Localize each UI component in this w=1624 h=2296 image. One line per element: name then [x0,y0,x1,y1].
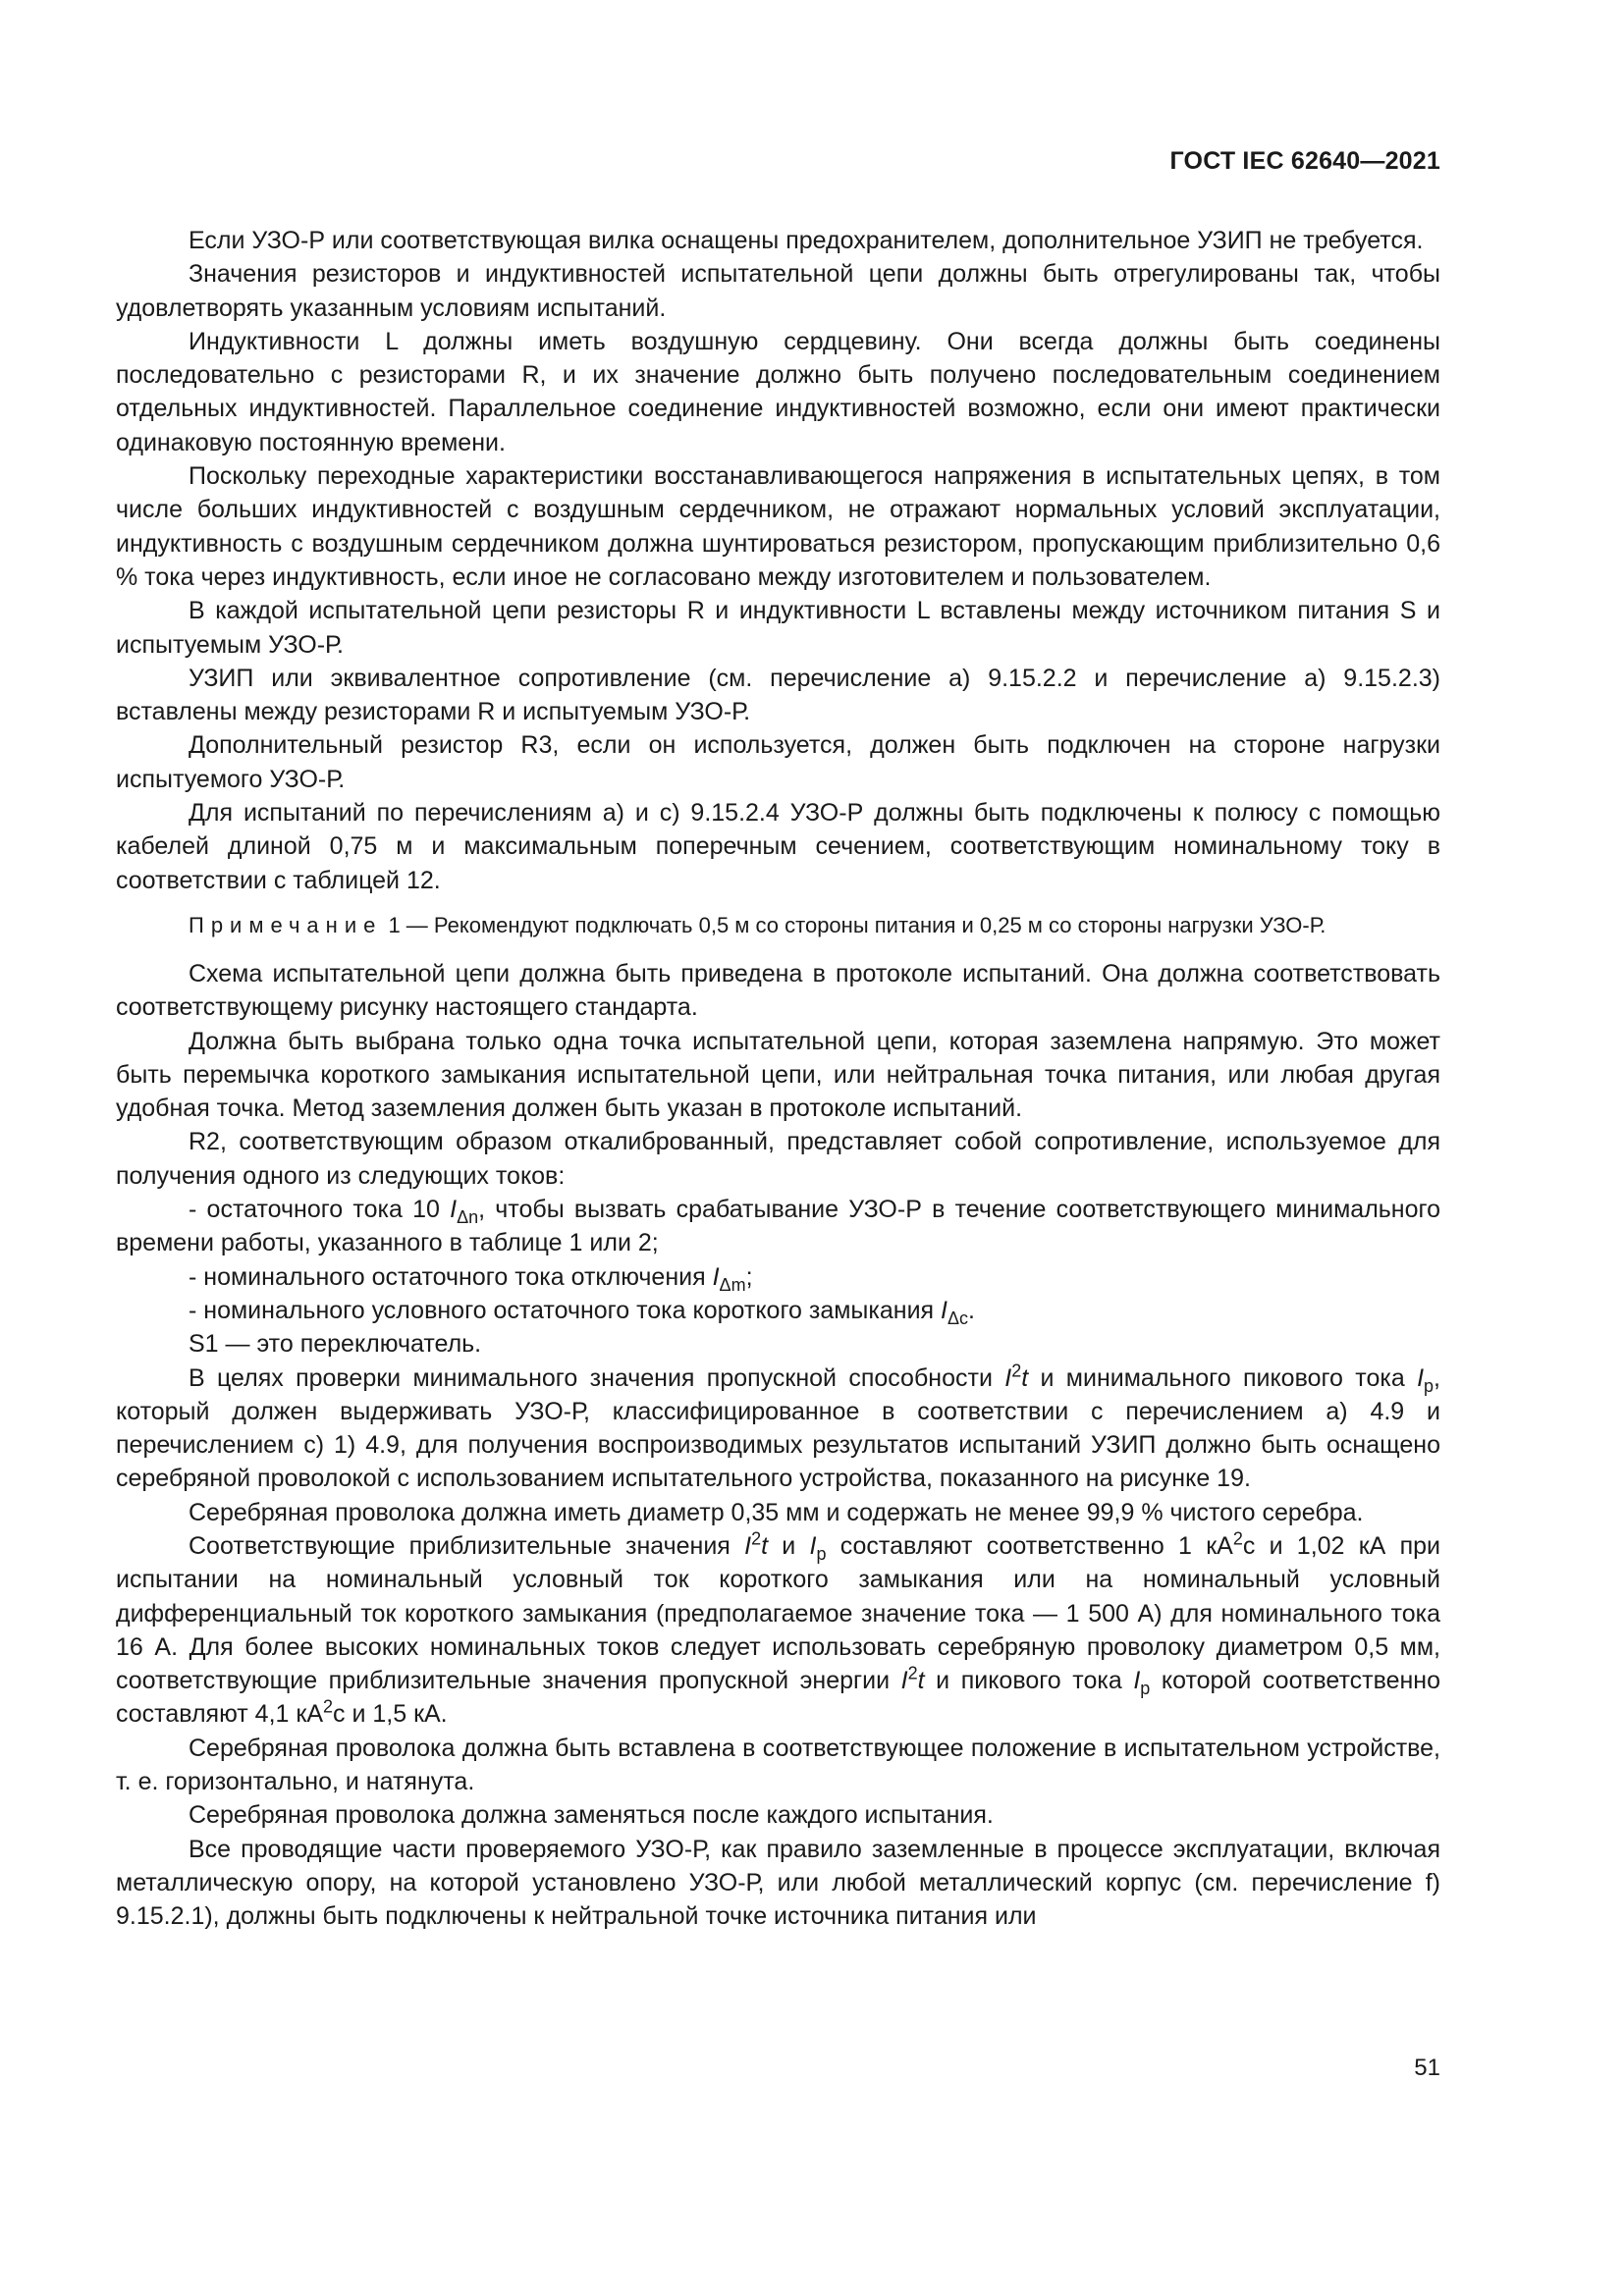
paragraph: R2, соответствующим образом откалиброванный, представляет собой сопротивление, используемое для получения одного из следующих токов: [116,1128,1440,1190]
paragraph: В целях проверки минимального значения пропускной способности $I^2t$ и минимального пикового тока $I_p$, который должен выдерживать УЗО-Р, классифицированное в соответствии с перечислением а) 4.9 и перечислением с) 1) 4.9, для получения воспроизводимых результатов испытаний УЗИП должно быть оснащено серебряной проволокой с использованием испытательного устройства, показанного на рисунке 19. [116,1361,1440,1493]
paragraph: S1 — это переключатель. [189,1330,482,1359]
paragraph: Серебряная проволока должна заменяться после каждого испытания. [189,1801,994,1830]
paragraph: Схема испытательной цепи должна быть приведена в протоколе испытаний. Она должна соответствовать соответствующему рисунку настоящего стандарта. [116,959,1440,1022]
paragraph: Индуктивности L должны иметь воздушную сердцевину. Они всегда должны быть соединены последовательно с резисторами R, и их значение должно быть получено последовательным соединением отдельных индуктивностей. Параллельное соединение индуктивностей возможно, если они имеют практически одинаковую постоянную времени. [116,327,1440,456]
list-item: - номинального условного остаточного тока короткого замыкания $I_{\Delta c}$. [189,1296,975,1328]
paragraph: Поскольку переходные характеристики восстанавливающегося напряжения в испытательных цепях, в том числе больших индуктивностей с воздушным сердечником, не отражают нормальных условий эксплуатации, индуктивность с воздушным сердечником должна шунтироваться резистором, пропускающим приблизительно 0,6 % тока через индуктивность, если иное не согласовано между изготовителем и пользователем. [116,462,1440,591]
paragraph: Соответствующие приблизительные значения $I^2t$ и $I_p$ составляют соответственно 1 $кА^2с$ и 1,02 кА при испытании на номинальный условный ток короткого замыкания или на номинальный условный дифференциальный ток короткого замыкания (предполагаемое значение тока — 1 500 А) для номинального тока 16 А. Для более высоких номинальных токов следует использовать серебряную проволоку диаметром 0,5 мм, соответствующие приблизительные значения пропускной энергии $I^2t$ и пикового тока $I_p$ которой соответственно составляют 4,1 $кА^2с$ и 1,5 кА. [116,1528,1440,1729]
paragraph: Если УЗО-Р или соответствующая вилка оснащены предохранителем, дополнительное УЗИП не требуется. [189,227,1424,254]
page-number: 51 [1414,2055,1440,2081]
paragraph: Значения резисторов и индуктивностей испытательной цепи должны быть отрегулированы так, чтобы удовлетворять указанным условиям испытаний. [116,260,1440,322]
paragraph: Серебряная проволока должна быть вставлена в соответствующее положение в испытательном устройстве, т. е. горизонтально, и натянута. [116,1734,1440,1796]
note-text: 1 — Рекомендуют подключать 0,5 м со стороны питания и 0,25 м со стороны нагрузки УЗО-Р. [382,912,1326,937]
document-body [116,224,1440,1934]
document-header: ГОСТ IEC 62640—2021 [1169,147,1440,175]
list-item: - остаточного тока 10 $I_{\Delta n}$, чтобы вызвать срабатывание УЗО-Р в течение соответствующего минимального времени работы, указанного в таблице 1 или 2; [116,1196,1440,1257]
paragraph: В каждой испытательной цепи резисторы R и индуктивности L вставлены между источником питания S и испытуемым УЗО-Р. [116,597,1440,659]
paragraph: Дополнительный резистор R3, если он используется, должен быть подключен на стороне нагрузки испытуемого УЗО-Р. [116,731,1440,793]
paragraph: УЗИП или эквивалентное сопротивление (см. перечисление а) 9.15.2.2 и перечисление а) 9.15.2.3) вставлены между резисторами R и испытуемым УЗО-Р. [116,664,1440,726]
paragraph: Для испытаний по перечислениям а) и с) 9.15.2.4 УЗО-Р должны быть подключены к полюсу с помощью кабелей длиной 0,75 м и максимальным поперечным сечением, соответствующим номинальному току в соответствии с таблицей 12. [116,799,1440,894]
note-label: Примечание [189,912,383,937]
paragraph: Все проводящие части проверяемого УЗО-Р, как правило заземленные в процессе эксплуатации, включая металлическую опору, на которой установлено УЗО-Р, или любой металлический корпус (см. перечисление f) 9.15.2.1), должны быть подключены к нейтральной точке источника питания или [116,1835,1440,1931]
paragraph: Должна быть выбрана только одна точка испытательной цепи, которая заземлена напрямую. Это может быть перемычка короткого замыкания испытательной цепи, или нейтральная точка питания, или любая другая удобная точка. Метод заземления должен быть указан в протоколе испытаний. [116,1027,1440,1123]
paragraph: Серебряная проволока должна иметь диаметр 0,35 мм и содержать не менее 99,9 % чистого серебра. [189,1498,1364,1526]
note [116,910,1440,941]
list-item: - номинального остаточного тока отключения $I_{\Delta m}$; [189,1262,753,1295]
